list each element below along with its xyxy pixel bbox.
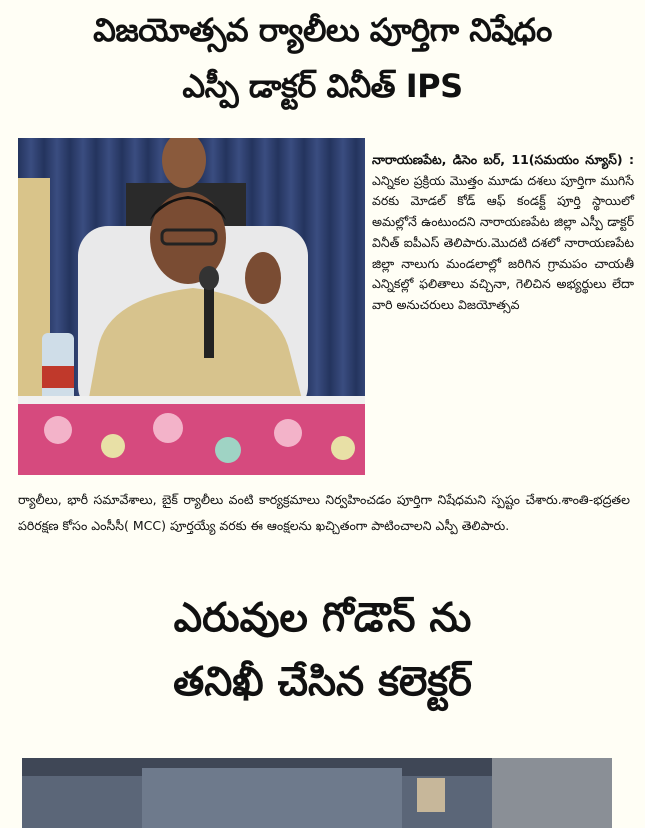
dateline: నారాయణపేట, డిసెం బర్, 11(సమయం న్యూస్) : — [372, 152, 634, 167]
article2-headline — [0, 590, 645, 710]
article1-intro — [372, 150, 634, 316]
godown-photo — [22, 758, 612, 828]
article2-photo — [22, 758, 612, 828]
article1-intro-text: ఎన్నికల ప్రక్రియ మొత్తం మూడు దశలు పూర్తిగా ముగిసే వరకు మోడల్ కోడ్ ఆఫ్ కండక్ట్ పూర్తి స్థాయిలో అమల్లోనే ఉంటుందని నారాయణపేట జిల్లా ఎస్పీ డాక్టర్ వినీత్ ఐపీఎస్ తెలిపారు.మొదటి దశలో నారాయణపేట జిల్లా నాలుగు మండలాల్లో జరిగిన గ్రామపం చాయతీ ఎన్నికల్లో ఫలితాలు వచ్చినా, గెలిచిన అభ్యర్థులు లేదా వారి అనుచరులు విజయోత్సవ — [372, 172, 634, 312]
article1-headline-line1: విజయోత్సవ ర్యాలీలు పూర్తిగా నిషేధం — [93, 11, 552, 49]
article1-photo — [18, 138, 365, 475]
article1-headline-line2: ఎస్పీ డాక్టర్ వినీత్ IPS — [182, 67, 463, 105]
article1-headline — [0, 8, 645, 108]
article1-continued-text: ర్యాలీలు, భారీ సమావేశాలు, బైక్ ర్యాలీలు వంటి కార్యక్రమాలు నిర్వహించడం పూర్తిగా నిషేధమని స్పష్టం చేశారు.శాంతి-భద్రతల పరిరక్షణ కోసం ఎంసీసీ( MCC) పూర్తయ్యే వరకు ఈ ఆంక్షలను ఖచ్చితంగా పాటించాలని ఎస్పీ తెలిపారు. — [18, 492, 630, 533]
article2-headline-line2: తనిఖీ చేసిన కలెక్టర్ — [173, 659, 472, 705]
article2-headline-line1: ఎరువుల గోడౌన్ ను — [173, 595, 472, 641]
press-conference-photo — [18, 138, 365, 475]
